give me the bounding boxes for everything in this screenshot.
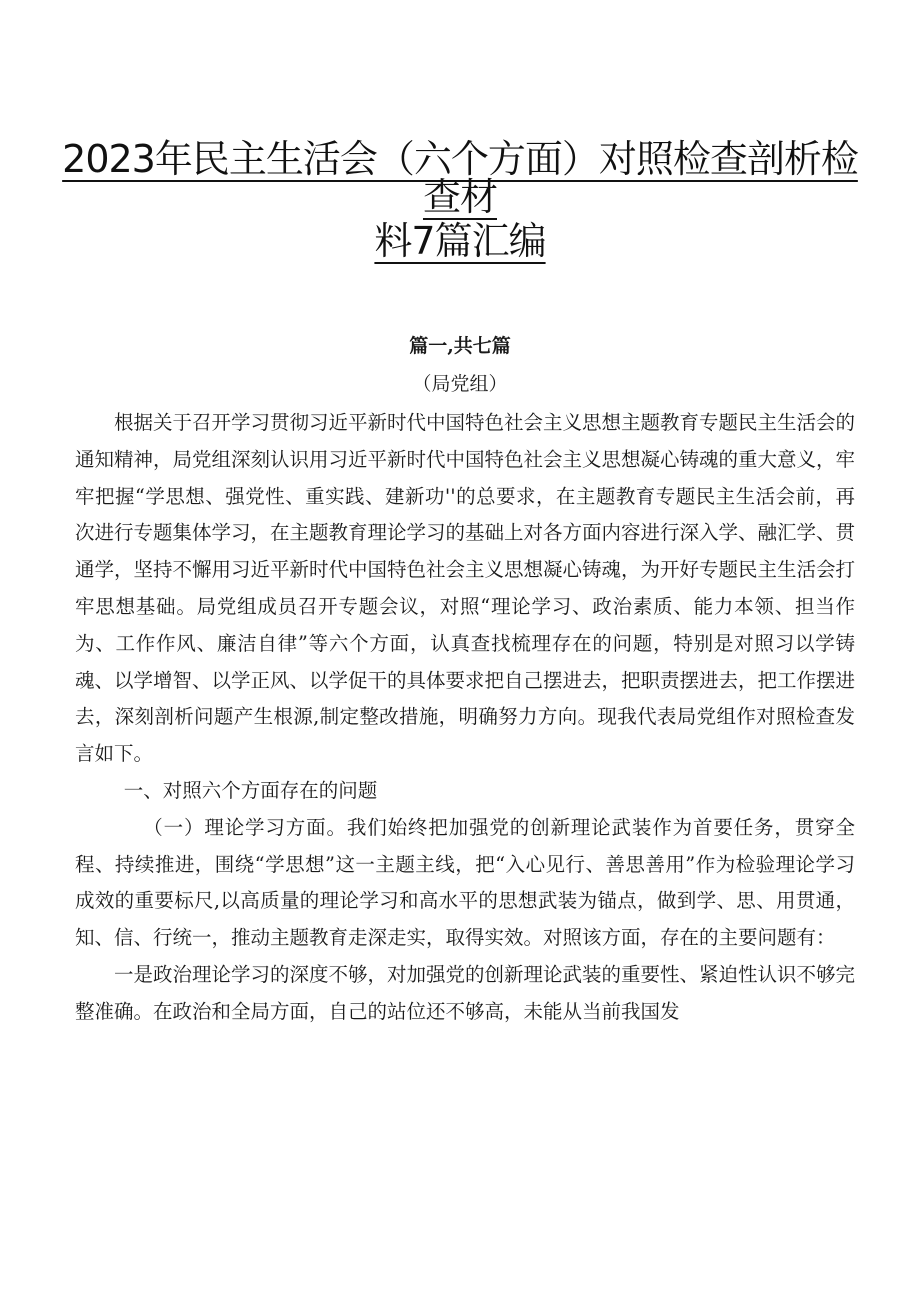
paragraph-problem-one: 一是政治理论学习的深度不够，对加强党的创新理论武装的重要性、紧迫性认识不够完整准确。在政治和全局方面，自己的站位还不够高，未能从当前我国发 (75, 962, 856, 1023)
title-text-1: 2023年民主生活会（六个方面）对照检查剖析检查材 (62, 137, 858, 219)
paragraph-intro: 根据关于召开学习贯彻习近平新时代中国特色社会主义思想主题教育专题民主生活会的通知精神，局党组深刻认识用习近平新时代中国特色社会主义思想凝心铸魂的重大意义，牢牢把握“学思想、强党性、重实践、建新功''的总要求，在主题教育专题民主生活会前，再次进行专题集体学习，在主题教育理论学习的基础上对各方面内容进行深入学、融汇学、贯通学，坚持不懈用习近平新时代中国特色社会主义思想凝心铸魂，为开好专题民主生活会打牢思想基础。局党组成员召开专题会议，对照“理论学习、政治素质、能力本领、担当作为、工作作风、廉洁自律”等六个方面，认真查找梳理存在的问题，特别是对照习以学铸魂、以学增智、以学正风、以学促干的具体要求把自己摆进去，把职责摆进去，把工作摆进去，深刻剖析问题产生根源,制定整改措施，明确努力方向。现我代表局党组作对照检查发言如下。 (75, 411, 856, 766)
document-title-line-2 (60, 219, 860, 263)
document-body (75, 405, 855, 1031)
section-heading-problems: 一、对照六个方面存在的问题 (123, 778, 378, 802)
title-text-2: 料7篇汇编 (374, 219, 546, 263)
section-subheading: 篇一,共七篇 (409, 335, 511, 357)
author-unit: （局党组） (412, 373, 508, 395)
document-title-line-1 (60, 137, 860, 219)
paragraph-theory-study: （一）理论学习方面。我们始终把加强党的创新理论武装作为首要任务，贯穿全程、持续推进，围绕“学思想”这一主题主线，把“入心见行、善思善用”作为检验理论学习成效的重要标尺,以高质量的理论学习和高水平的思想武装为锚点，做到学、思、用贯通，知、信、行统一，推动主题教育走深走实，取得实效。对照该方面，存在的主要问题有： (75, 815, 855, 950)
